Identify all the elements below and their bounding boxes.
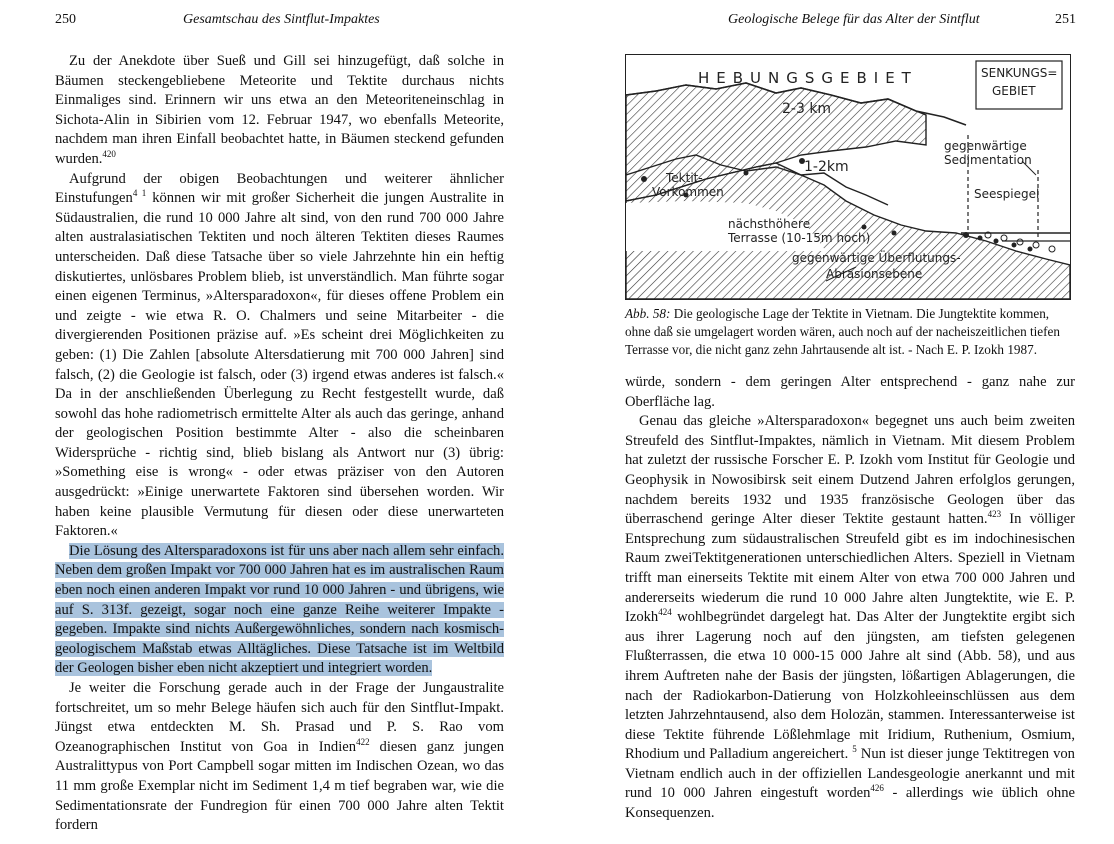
running-head-right: Geologische Belege für das Alter der Sintflut (728, 12, 980, 27)
running-head-left: Gesamtschau des Sintflut-Impaktes (183, 12, 380, 27)
footnote-ref[interactable]: 5 (852, 744, 857, 755)
label-senkungsgebiet-1: SENKUNGS= (981, 66, 1058, 80)
footnote-ref[interactable]: 426 (870, 783, 884, 794)
label-height-lower: 1-2km (804, 159, 849, 175)
geology-figure (625, 54, 1071, 300)
paragraph: Je weiter die Forschung gerade auch in der Frage der Jungaustralite fortschreitet, um so mehr Belege häufen sich auch für den Sintflut-Impakt. Jüngst etwa entdeckten M. Sh. Prasad und P. S. Rao vom Ozeanographischen Institut von Goa in Indien$^{422}$ diesen ganz jungen Australittypus von Port Campbell sogar mitten im Indischen Ozean, wo das 11 mm große Exemplar nicht im Sediment 1,4 m tief begraben war, wie die Sedimentationsrate der Fundregion für einen 700 000 Jahre alten Tektit fordern (55, 680, 504, 834)
label-senkungsgebiet-2: GEBIET (992, 84, 1036, 98)
label-tektit-2: Vorkommen (652, 185, 724, 199)
label-sedimentation-1: gegenwärtige (944, 139, 1027, 153)
label-hebungsgebiet: HEBUNGSGEBIET (698, 69, 918, 87)
label-sedimentation-2: Sedimentation (944, 153, 1032, 167)
paragraph: Aufgrund der obigen Beobachtungen und weiterer ähnlicher Einstufungen$^{4 1}$ können wir mit großer Sicherheit die jungen Australite in Südaustralien, die rund 10 000 Jahre alt sind, von den rund 700 000 Jahre alten australasiatischen Tektiten und noch älteren Tektiten dieses Raumes unterscheiden. Daß diese Tatsache über so viele Jahrzehnte hin ein heftig diskutiertes, unlösbares Problem blieb, ist unverständlich. Man führte sogar einen eigenen Terminus, »Altersparadoxon«, für dieses offene Problem ein und zeigte - wie etwa R. O. Chalmers und seine Mitarbeiter - die divergierenden Positionen präzise auf. »Es scheint drei Möglichkeiten zu geben: (1) Die Zahlen [absolute Altersdatierung mit 700 000 Jahren] sind falsch, (2) die Geologie ist falsch, oder (3) irgend etwas anderes ist falsch.« Da in der anschließenden Überlegung zu Recht festgestellt wurde, daß sowohl das hohe radiometrisch ermittelte Alter als auch das geringe, anhand der geologischen Position bestimmte Alter - also die scheinbaren Widersprüche - richtig sind, blieb bislang als Antwort nur (3) übrig: »Something eise is wrong« - oder etwas präziser von den Autoren ausgedrückt: »Einige unerwartete Faktoren sind übersehen worden. Wir haben keine plausible Vermutung für diesen oder diese unerwarteten Faktoren.« (55, 170, 505, 540)
paragraph: würde, sondern - dem geringen Alter entsprechend - ganz nahe zur Oberfläche lag. (625, 374, 1075, 410)
footnote-ref[interactable]: 422 (356, 736, 370, 747)
label-abrasion-2: Abrasionsebene (826, 267, 923, 281)
label-abrasion-1: gegenwärtige Überflutungs- (792, 251, 961, 265)
label-seespiegel: Seespiegel (974, 187, 1040, 201)
footnote-ref[interactable]: 4 1 (132, 188, 147, 199)
right-page (557, 0, 1114, 844)
figure-caption: Abb. 58: Die geologische Lage der Tektite in Vietnam. Die Jungtektite kommen, ohne daß sie umgelagert worden wären, auch noch auf der nacheiszeitlichen tiefen Terrasse vor, die nicht ganz zehn Jahrtausende alt ist. - Nach E. P. Izokh 1987. (625, 306, 1060, 357)
page-number-right: 251 (1055, 12, 1076, 27)
label-terrasse-1: nächsthöhere (728, 217, 811, 231)
left-body-text (55, 52, 504, 836)
label-tektit-1: Tektit- (666, 171, 703, 185)
paragraph: Zu der Anekdote über Sueß und Gill sei hinzugefügt, daß solche in Bäumen steckengebliebene Meteorite und Tektite durchaus nichts Einmaliges sind. Erinnern wir uns etwa an den Meteoriteneinschlag in Sichota-Alin in Sibirien vom 12. Februar 1947, wo ebenfalls Meteorite, nachdem man ihren Einfall beobachtet hatte, in Bäumen steckend gefunden wurden.$^{420}$ (55, 53, 504, 167)
highlighted-paragraph[interactable] (55, 542, 504, 679)
right-body-text (625, 373, 1075, 824)
text-highlight[interactable]: Die Lösung des Altersparadoxons ist für uns aber nach allem sehr einfach. Neben dem großen Impakt vor 700 000 Jahren hat es im australischen Raum eben noch einen anderen Impakt vor rund 10 000 Jahren - und übrigens, wie auf S. 313f. gezeigt, sogar noch eine ganze Reihe weiterer Impakte - gegeben. Impakte sind nichts Außergewöhnliches, sondern nach kosmisch-geologischem Maßstab etwas Alltägliches. Diese Tatsache ist im Weltbild der Geologen bisher eben nicht akzeptiert und integriert worden. (55, 542, 504, 677)
page-number-left: 250 (55, 12, 76, 27)
caption-label: Abb. 58: (625, 306, 671, 321)
label-terrasse-2: Terrasse (10-15m hoch) (728, 231, 871, 245)
footnote-ref[interactable]: 424 (658, 607, 672, 618)
label-height-upper: 2-3 km (782, 101, 832, 117)
footnote-ref[interactable]: 420 (102, 149, 116, 160)
footnote-ref[interactable]: 423 (987, 509, 1002, 520)
paragraph: Genau das gleiche »Altersparadoxon« begegnet uns auch beim zweiten Streufeld des Sintflut-Impaktes, nämlich in Vietnam. Mit diesem Problem hat zuletzt der russische Forscher E. P. Izokh vom Institut für Geologie und Geophysik in Nowosibirsk seit einem Dutzend Jahren erfolglos gerungen, nachdem bereits 1932 und 1935 französische Geologen über das überraschend geringe Alter dieser Tektite gestaunt hatten.$^{423}$ In völliger Entsprechung zum südaustralischen Streufeld gibt es im indochinesischen Raum zweiTektitgenerationen unterschiedlichen Alters. Speziell in Vietnam trifft man einerseits Tektite mit einem Alter von etwa 700 000 Jahren und andererseits wiederum die rund 10 000 Jahre alten Jungtektite, wie E. P. Izokh$^{424}$ wohlbegründet dargelegt hat. Das Alter der Jungtektite ergibt sich aus ihrer Lagerung noch auf den jüngsten, am tiefsten gelegenen Flußterrassen, die etwa 10 000-15 000 Jahre alt sind (Abb. 58), und aus ihrem Auftreten nahe der Basis der jüngsten, lößartigen Ablagerungen, die nach der Radiokarbon-Datierung von Holzkohleeinschlüssen aus dem letzten Jahrzehntausend, also dem Holozän, stammen. Interessanterweise ist diese Tektite führende Lößlehmlage mit Iridium, Ruthenium, Osmium, Rhodium und Palladium angereichert. $^5$ Nun ist dieser junge Tektitregen von Vietnam endlich auch in der offiziellen Landesgeologie anerkannt und mit rund 10 000 Jahren eingestuft worden$^{426}$ - allerdings wie üblich ohne Konsequenzen. (625, 413, 1075, 822)
